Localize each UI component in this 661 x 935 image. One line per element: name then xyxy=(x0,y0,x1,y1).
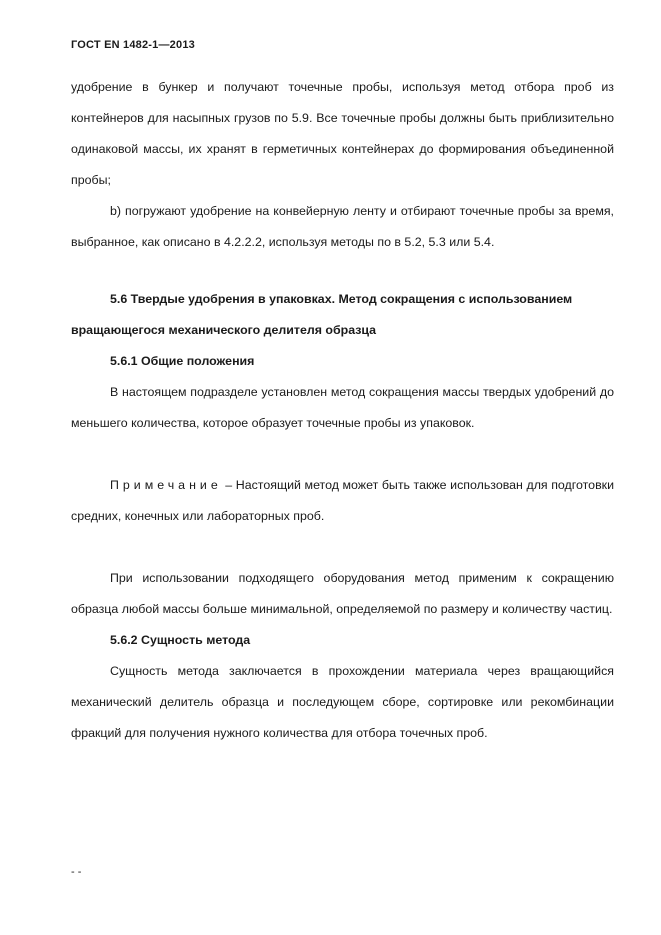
list-item-b: b) погружают удобрение на конвейерную ленту и отбирают точечные пробы за время, выбранное, как описано в 4.2.2.2, используя методы по в 5.2, 5.3 или 5.4. xyxy=(71,204,614,249)
paragraph-applicability: При использовании подходящего оборудования метод применим к сокращению образца любой массы больше минимальной, определяемой по размеру и количеству частиц. xyxy=(71,571,614,616)
doc-header: ГОСТ EN 1482-1—2013 xyxy=(71,39,195,51)
page-footer-mark: - - xyxy=(71,866,82,878)
spacer xyxy=(71,532,614,563)
note-text: – Настоящий метод может быть также использован для подготовки средних, конечных или лабораторных проб. xyxy=(71,478,614,523)
note-label: Примечание xyxy=(110,478,222,492)
paragraph-scope: В настоящем подразделе установлен метод сокращения массы твердых удобрений до меньшего количества, которое образует точечные пробы из упаковок. xyxy=(71,385,614,430)
spacer xyxy=(71,258,614,284)
subsection-heading-5-6-1: 5.6.1 Общие положения xyxy=(110,354,255,368)
section-heading-5-6: 5.6 Твердые удобрения в упаковках. Метод сокращения с использованием вращающегося механического делителя образца xyxy=(71,292,573,337)
spacer xyxy=(71,439,614,470)
paragraph-continuation: удобрение в бункер и получают точечные пробы, используя метод отбора проб из контейнеров для насыпных грузов по 5.9. Все точечные пробы должны быть приблизительно одинаковой массы, их хранят в герметичных контейнерах до формирования объединенной пробы; xyxy=(71,80,614,187)
subsection-heading-5-6-2: 5.6.2 Сущность метода xyxy=(110,633,251,647)
note-paragraph xyxy=(71,470,614,532)
paragraph-principle: Сущность метода заключается в прохождении материала через вращающийся механический делитель образца и последующем сборе, сортировке или рекомбинации фракций для получения нужного количества для отбора точечных проб. xyxy=(71,664,614,740)
document-body xyxy=(71,72,614,749)
